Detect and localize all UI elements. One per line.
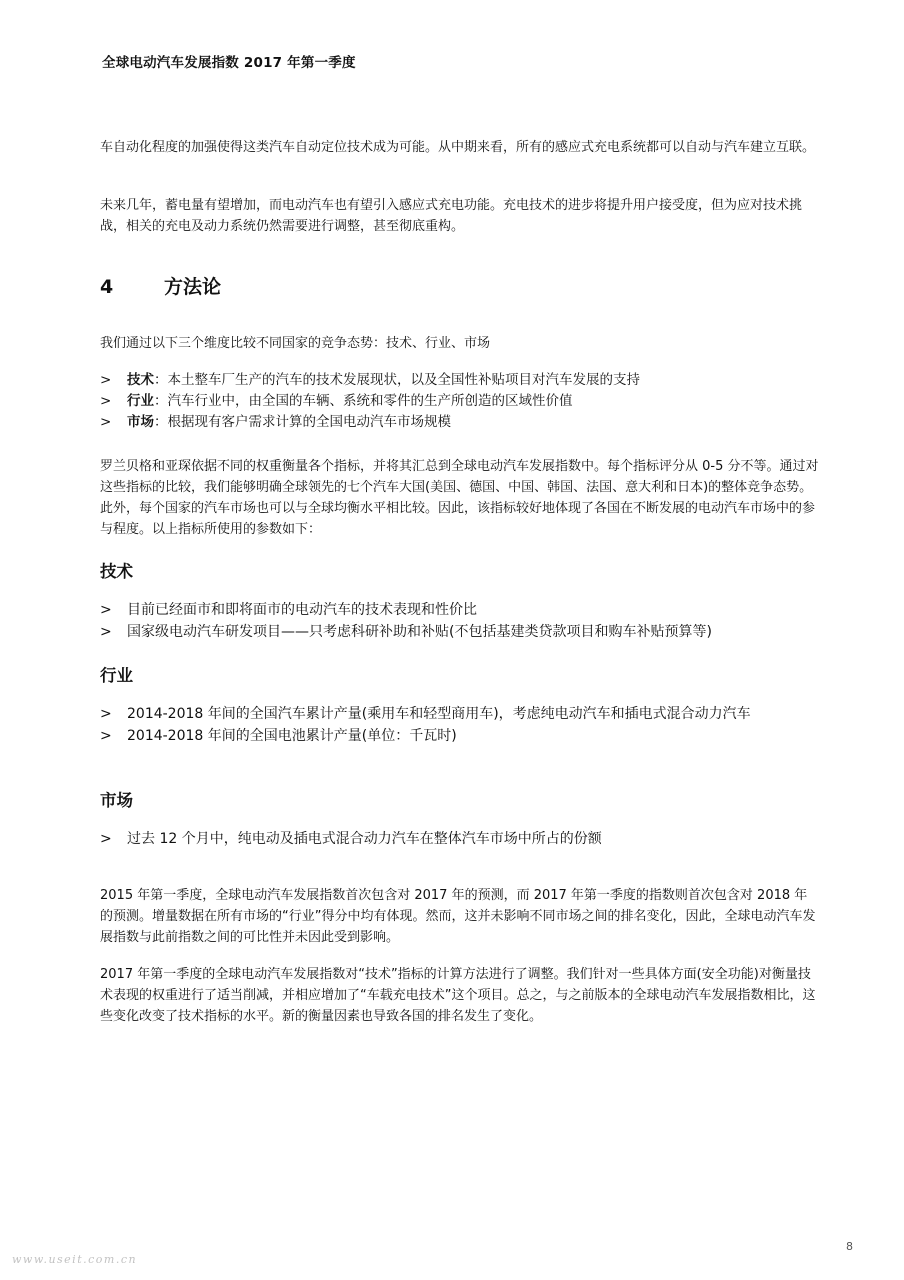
bullet-marker: > xyxy=(100,831,112,847)
dimension-description: 汽车行业中，由全国的车辆、系统和零件的生产所创造的区域性价值 xyxy=(167,393,573,409)
bullet-marker: > xyxy=(100,624,112,640)
bullet-marker: > xyxy=(100,372,112,388)
weighting-paragraph: 罗兰贝格和亚琛依据不同的权重衡量各个指标，并将其汇总到全球电动汽车发展指数中。每个指标评分从 0-5 分不等。通过对这些指标的比较，我们能够明确全球领先的七个汽车大国(美国、德国、中国、韩国、法国、意大利和日本)的整体竞争态势。此外，每个国家的汽车市场也可以与全球均衡水平相比较。因此，该指标较好地体现了各国在不断发展的电动汽车市场中的参与程度。以上指标所使用的参数如下： xyxy=(100,459,819,537)
section-heading xyxy=(100,272,221,299)
bullet-marker: > xyxy=(100,393,112,409)
list-item: > 目前已经面市和即将面市的电动汽车的技术表现和性价比 xyxy=(100,599,830,621)
notes-paragraph-1: 2015 年第一季度，全球电动汽车发展指数首次包含对 2017 年的预测，而 2017 年第一季度的指数则首次包含对 2018 年的预测。增量数据在所有市场的“行业”得分中均有体现。然而，这并未影响不同市场之间的排名变化，因此，全球电动汽车发展指数与此前指数之间的可比性并未因此受到影响。 xyxy=(100,888,816,945)
list-item: > 行业：汽车行业中，由全国的车辆、系统和零件的生产所创造的区域性价值 xyxy=(100,391,830,412)
list-item: > 过去 12 个月中，纯电动及插电式混合动力汽车在整体汽车市场中所占的份额 xyxy=(100,828,830,850)
industry-list xyxy=(100,703,800,747)
industry-heading: 行业 xyxy=(100,666,133,685)
market-list xyxy=(100,828,830,850)
bullet-marker: > xyxy=(100,414,112,430)
dimension-term: 行业 xyxy=(127,393,154,409)
technology-list xyxy=(100,599,830,643)
list-item: > 2014-2018 年间的全国汽车累计产量(乘用车和轻型商用车)，考虑纯电动汽车和插电式混合动力汽车 xyxy=(100,703,800,725)
intro-paragraph-2: 未来几年，蓄电量有望增加，而电动汽车也有望引入感应式充电功能。充电技术的进步将提升用户接受度，但为应对技术挑战，相关的充电及动力系统仍然需要进行调整，甚至彻底重构。 xyxy=(100,198,803,234)
notes-paragraph-2: 2017 年第一季度的全球电动汽车发展指数对“技术”指标的计算方法进行了调整。我们针对一些具体方面(安全功能)对衡量技术表现的权重进行了适当削减，并相应增加了“车载充电技术”这个项目。总之，与之前版本的全球电动汽车发展指数相比，这些变化改变了技术指标的水平。新的衡量因素也导致各国的排名发生了变化。 xyxy=(100,967,816,1024)
dimension-term: 市场 xyxy=(127,414,154,430)
market-heading: 市场 xyxy=(100,791,133,810)
dimension-term: 技术 xyxy=(127,372,154,388)
intro-paragraph-1: 车自动化程度的加强使得这类汽车自动定位技术成为可能。从中期来看，所有的感应式充电系统都可以自动与汽车建立互联。 xyxy=(100,140,816,155)
bullet-marker: > xyxy=(100,706,112,722)
technology-heading: 技术 xyxy=(100,562,133,581)
section-lead: 我们通过以下三个维度比较不同国家的竞争态势：技术、行业、市场 xyxy=(100,336,491,351)
page-header: 全球电动汽车发展指数 2017 年第一季度 xyxy=(102,55,356,71)
dimension-description: 本土整车厂生产的汽车的技术发展现状，以及全国性补贴项目对汽车发展的支持 xyxy=(167,372,640,388)
list-item: > 技术：本土整车厂生产的汽车的技术发展现状，以及全国性补贴项目对汽车发展的支持 xyxy=(100,370,830,391)
bullet-marker: > xyxy=(100,728,112,744)
page-number: 8 xyxy=(846,1240,853,1253)
dimension-description: 根据现有客户需求计算的全国电动汽车市场规模 xyxy=(167,414,451,430)
list-item: > 2014-2018 年间的全国电池累计产量(单位：千瓦时) xyxy=(100,725,800,747)
list-item: > 国家级电动汽车研发项目——只考虑科研补助和补贴(不包括基建类贷款项目和购车补贴预算等) xyxy=(100,621,830,643)
section-number: 4 xyxy=(100,276,114,298)
watermark: www.useit.com.cn xyxy=(12,1253,138,1266)
list-item: > 市场：根据现有客户需求计算的全国电动汽车市场规模 xyxy=(100,412,830,433)
dimension-list xyxy=(100,370,830,433)
bullet-marker: > xyxy=(100,602,112,618)
section-title: 方法论 xyxy=(164,276,222,298)
